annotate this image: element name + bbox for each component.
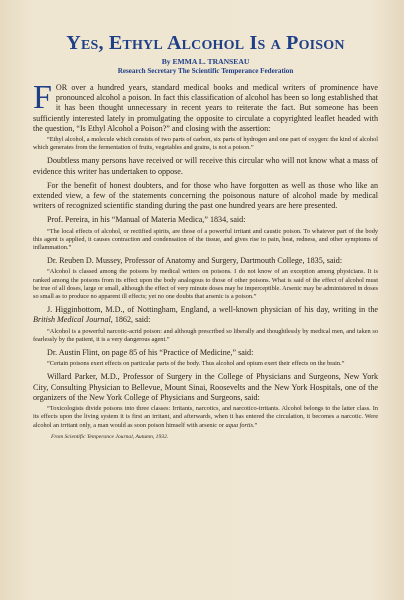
intro-paragraph xyxy=(33,79,378,134)
citation-pereira: Prof. Pereira, in his “Manual of Materia Medica,” 1834, said: xyxy=(47,215,246,225)
drop-cap: F xyxy=(33,79,52,116)
article-title: Yes, Ethyl Alcohol Is a Poison xyxy=(66,32,345,54)
quote-flint: “Certain poisons exert effects on particular parts of the body. Thus alcohol and opium exert their effects on the brain.” xyxy=(47,360,345,368)
author-affiliation: Research Secretary The Scientific Temperance Federation xyxy=(117,67,294,75)
paragraph-benefit: For the benefit of honest doubters, and for those who have forgotten as well as those who like an extended view, a few of the statements concerning the poisonous nature of alcohol made by medical writers of recognized scientific standing during the past one hundred years are here presented. xyxy=(33,180,378,211)
aqua-fortis: aqua fortis xyxy=(225,421,253,429)
footnote-source: Scientific Temperance Journal xyxy=(64,433,133,440)
author-byline: By EMMA L. TRANSEAU xyxy=(161,57,250,66)
journal-title: British Medical Journal xyxy=(33,315,111,325)
paragraph-doubtless: Doubtless many persons have received or will receive this circular who will not know what a mass of evidence this writer has undertaken to oppose. xyxy=(33,156,378,176)
quote-pereira: “The local effects of alcohol, or rectified spirits, are those of a powerful irritant and caustic poison. To whatever part of the body this agent is applied, it causes contraction and condensation of the tissue, and gives rise to pain, heat, redness, and other symptoms of inflammation.” xyxy=(33,227,378,252)
citation-higginbottom: J. Higginbottom, M.D., of Nottingham, England, a well-known physician of his day, writing in the British Medical Journal, 1862, said: xyxy=(33,305,378,325)
source-footnote: From Scientific Temperance Journal, Autumn, 1932. xyxy=(51,433,169,440)
citation-parker: Willard Parker, M.D., Professor of Surgery in the College of Physicians and Surgeons, New York City, Consulting Physician to Bellevue, Mount Sinai, Roosevelts and the New York Hospitals, one of the organizers of the New York College of Physicians and Surgeons, said: xyxy=(33,372,378,402)
citation-flint: Dr. Austin Flint, on page 85 of his “Practice of Medicine,” said: xyxy=(47,348,254,358)
intro-text: OR over a hundred years, standard medical books and medical writers of prominence have pronounced alcohol a poison. In fact this classification of alcohol has been so long established that it has been thought unnecessary in recent years to reiterate the fact. But someone has been sufficiently interested lately in promulgating the opposite to circulate a copyrighted leaflet headed with the question, “Is Ethyl Alcohol a Poison?” and closing with the assertion: xyxy=(33,83,378,133)
citation-mussey: Dr. Reuben D. Mussey, Professor of Anatomy and Surgery, Dartmouth College, 1835, said: xyxy=(47,256,343,266)
quote-higginbottom: “Alcohol is a powerful narcotic-acrid poison: and although prescribed so liberally and thoughtlessly by medical men, and taken so fearlessly by the patient, it is a very dangerous agent.” xyxy=(33,327,378,343)
quote-parker: “Toxicologists divide poisons into three classes: Irritants, narcotics, and narcotico-irritants. Alcohol belongs to the latter class. In its effects upon the living system it is first an irritant, and afterwards, when it has entered the circulation, it becomes a narcotic. Were alcohol an irritant only, a man would as soon poison himself with arsenic or aqua fortis.” xyxy=(33,405,378,429)
quote-mussey: “Alcohol is classed among the poisons by medical writers on poisons. I do not know of an exception among physicians. It is ranked among the poisons from its effect upon the body analogous to those of other poisons. What is said of the effect of alcohol must be true of all doses, large or small, although the effect of very minute doses may be imperceptible. Arsenic may be administered in doses so small as to produce no apparent ill effects; yet no one doubts that arsenic is a poison.” xyxy=(33,268,378,301)
quote-leaflet: “Ethyl alcohol, a molecule which consists of two parts of carbon, six parts of hydrogen and one part of oxygen: the kind of alcohol which generates from the fermentation of fruits, vegetables and grains, is not a poison.” xyxy=(33,136,378,152)
